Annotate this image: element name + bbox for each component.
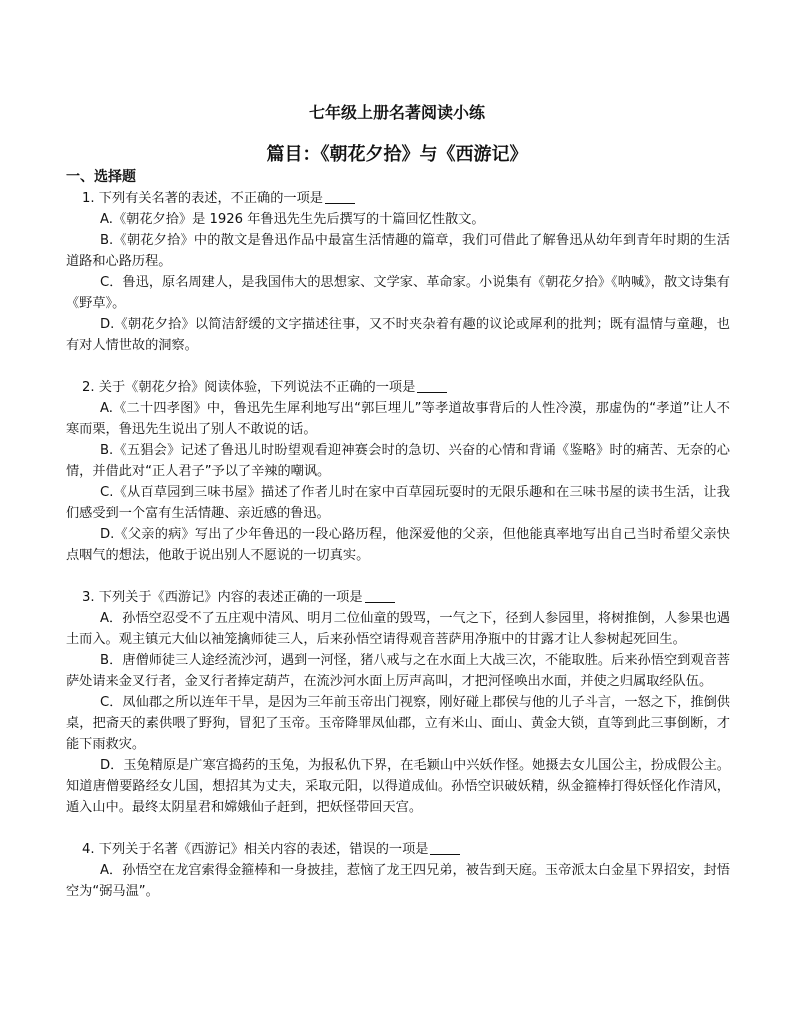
option-c: C．鲁迅，原名周建人，是我国伟大的思想家、文学家、革命家。小说集有《朝花夕拾》《呐喊》，散文诗集有《野草》。 (66, 275, 730, 311)
option-c: C.《从百草园到三味书屋》描述了作者儿时在家中百草园玩耍时的无限乐趣和在三味书屋的读书生活，让我们感受到一个富有生活情趣、亲近感的鲁迅。 (66, 485, 730, 521)
option-b: B.《朝花夕拾》中的散文是鲁迅作品中最富生活情趣的篇章，我们可借此了解鲁迅从幼年到青年时期的生活道路和心路历程。 (66, 233, 730, 269)
option-a: A.《朝花夕拾》是 1926 年鲁迅先生先后撰写的十篇回忆性散文。 (100, 212, 485, 227)
document-subtitle: 篇目：《朝花夕拾》与《西游记》 (266, 144, 528, 165)
question-stem: 3. 下列关于《西游记》内容的表述正确的一项是 (66, 587, 730, 608)
question-2 (66, 377, 730, 566)
section-heading: 一、选择题 (66, 169, 136, 185)
option-c: C．凤仙郡之所以连年干旱，是因为三年前玉帝出门视察，刚好碰上郡侯与他的儿子斗言，一怒之下，推倒供桌，把斋天的素供喂了野狗，冒犯了玉帝。玉帝降罪凤仙郡，立有米山、面山、黄金大锁，直等到此三事倒断，才能下雨救灾。 (66, 695, 730, 752)
question-4 (66, 839, 730, 902)
question-stem: 1. 下列有关名著的表述，不正确的一项是 (66, 188, 730, 209)
option-d: D.《朝花夕拾》以简洁舒缓的文字描述往事，又不时夹杂着有趣的议论或犀利的批判；既有温情与童趣，也有对人情世故的洞察。 (66, 317, 730, 353)
option-a: A．孙悟空在龙宫索得金箍棒和一身披挂，惹恼了龙王四兄弟，被告到天庭。玉帝派太白金星下界招安，封悟空为“弼马温”。 (66, 863, 730, 899)
option-d: D．玉兔精原是广寒宫捣药的玉兔，为报私仇下界，在毛颖山中兴妖作怪。她摄去女儿国公主，扮成假公主。知道唐僧要路经女儿国，想招其为丈夫，采取元阳，以得道成仙。孙悟空识破妖精，纵金箍棒打得妖怪化作清风，遁入山中。最终太阴星君和嫦娥仙子赶到，把妖怪带回天宫。 (66, 758, 730, 815)
answer-blank (365, 588, 395, 603)
question-stem: 4. 下列关于名著《西游记》相关内容的表述，错误的一项是 (66, 839, 730, 860)
option-b: B.《五猖会》记述了鲁迅儿时盼望观看迎神赛会时的急切、兴奋的心情和背诵《鉴略》时的痛苦、无奈的心情，并借此对“正人君子”予以了辛辣的嘲讽。 (66, 443, 730, 479)
question-stem: 2. 关于《朝花夕拾》阅读体验，下列说法不正确的一项是 (66, 377, 730, 398)
answer-blank (325, 189, 355, 204)
question-list (66, 188, 730, 902)
option-d: D.《父亲的病》写出了少年鲁迅的一段心路历程，他深爱他的父亲，但他能真率地写出自己当时希望父亲快点咽气的想法，他敢于说出别人不愿说的一切真实。 (66, 527, 730, 563)
question-1 (66, 188, 730, 356)
question-3 (66, 587, 730, 818)
option-a: A.《二十四孝图》中，鲁迅先生犀利地写出“郭巨埋儿”等孝道故事背后的人性冷漠，那虚伪的“孝道”让人不寒而栗，鲁迅先生说出了别人不敢说的话。 (66, 401, 730, 437)
option-a: A．孙悟空忍受不了五庄观中清风、明月二位仙童的毁骂，一气之下，径到人参园里，将树推倒，人参果也遇土而入。观主镇元大仙以袖笼擒师徒三人，后来孙悟空请得观音菩萨用净瓶中的甘露才让人参树起死回生。 (66, 611, 730, 647)
document-title: 七年级上册名著阅读小练 (308, 103, 485, 122)
answer-blank (417, 378, 447, 393)
option-b: B．唐僧师徒三人途经流沙河，遇到一河怪，猪八戒与之在水面上大战三次，不能取胜。后来孙悟空到观音菩萨处请来金叉行者，金叉行者捧定葫芦，在流沙河水面上厉声高叫，才把河怪唤出水面，并使之归属取经队伍。 (66, 653, 730, 689)
answer-blank (430, 840, 460, 855)
